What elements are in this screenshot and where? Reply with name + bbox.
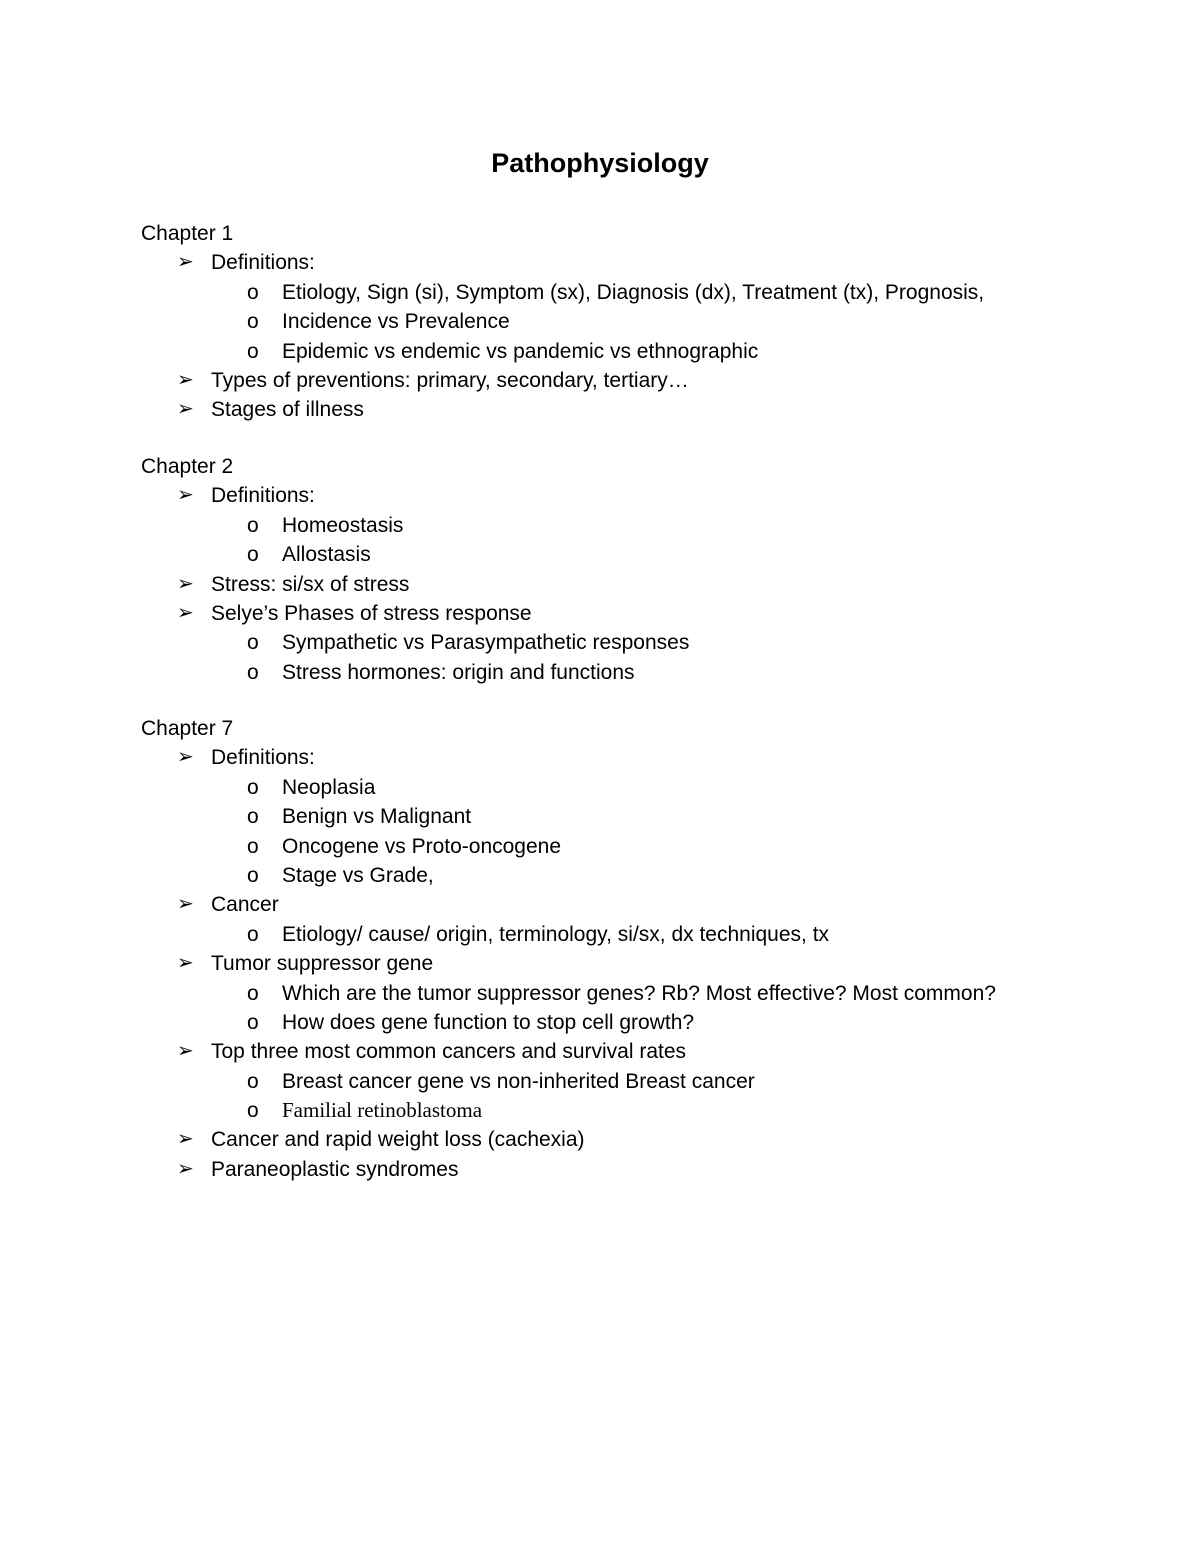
item-text: Etiology, Sign (si), Symptom (sx), Diagnosis (dx), Treatment (tx), Prognosis, xyxy=(282,280,985,304)
item-text: Cancer and rapid weight loss (cachexia) xyxy=(211,1128,585,1152)
circle-bullet-icon: o xyxy=(247,834,259,858)
circle-bullet-icon: o xyxy=(247,339,259,363)
item-text: Etiology/ cause/ origin, terminology, si/sx, dx techniques, tx xyxy=(282,922,830,946)
outline-item xyxy=(141,570,1121,599)
arrowhead-bullet-icon: ➢ xyxy=(177,368,194,391)
outline-item xyxy=(141,481,1121,510)
arrowhead-bullet-icon: ➢ xyxy=(177,1040,194,1063)
circle-bullet-icon: o xyxy=(247,660,259,684)
circle-bullet-icon: o xyxy=(247,922,259,946)
outline-item xyxy=(141,1037,1121,1066)
outline-item xyxy=(141,599,1121,628)
item-text: Sympathetic vs Parasympathetic responses xyxy=(282,631,690,655)
outline-subitem xyxy=(141,832,1121,861)
circle-bullet-icon: o xyxy=(247,310,259,334)
outline-subitem xyxy=(141,658,1121,687)
item-text: Stage vs Grade, xyxy=(282,863,434,887)
item-text: Allostasis xyxy=(282,543,371,567)
item-text: Top three most common cancers and survival rates xyxy=(211,1040,687,1064)
item-text: Definitions: xyxy=(211,746,315,770)
item-text: Familial retinoblastoma xyxy=(282,1098,483,1123)
circle-bullet-icon: o xyxy=(247,1010,259,1034)
outline-subitem xyxy=(141,920,1121,949)
outline-subitem xyxy=(141,773,1121,802)
circle-bullet-icon: o xyxy=(247,631,259,655)
outline-subitem xyxy=(141,278,1121,307)
circle-bullet-icon: o xyxy=(247,513,259,537)
item-text: Which are the tumor suppressor genes? Rb? Most effective? Most common? xyxy=(282,981,996,1005)
item-text: Oncogene vs Proto-oncogene xyxy=(282,834,562,858)
arrowhead-bullet-icon: ➢ xyxy=(177,952,194,975)
arrowhead-bullet-icon: ➢ xyxy=(177,1128,194,1151)
circle-bullet-icon: o xyxy=(247,280,259,304)
outline-item xyxy=(141,949,1121,978)
circle-bullet-icon: o xyxy=(247,1069,259,1093)
outline-item xyxy=(141,890,1121,919)
circle-bullet-icon: o xyxy=(247,805,259,829)
outline-subitem xyxy=(141,802,1121,831)
item-text: Neoplasia xyxy=(282,775,376,799)
chapter-section xyxy=(141,219,1121,425)
item-text: Definitions: xyxy=(211,484,315,508)
outline-item xyxy=(141,248,1121,277)
arrowhead-bullet-icon: ➢ xyxy=(177,893,194,916)
outline-item xyxy=(141,366,1121,395)
circle-bullet-icon: o xyxy=(247,1099,259,1123)
outline-item xyxy=(141,743,1121,772)
outline-subitem xyxy=(141,307,1121,336)
circle-bullet-icon: o xyxy=(247,981,259,1005)
item-text: Stress hormones: origin and functions xyxy=(282,660,635,684)
outline-subitem xyxy=(141,511,1121,540)
arrowhead-bullet-icon: ➢ xyxy=(177,601,194,624)
item-text: Stress: si/sx of stress xyxy=(211,572,410,596)
outline-item xyxy=(141,1155,1121,1184)
arrowhead-bullet-icon: ➢ xyxy=(177,746,194,769)
circle-bullet-icon: o xyxy=(247,775,259,799)
item-text: Selye’s Phases of stress response xyxy=(211,601,532,625)
arrowhead-bullet-icon: ➢ xyxy=(177,1157,194,1180)
chapter-heading: Chapter 7 xyxy=(141,717,234,740)
chapter-heading: Chapter 1 xyxy=(141,222,234,245)
item-text: Homeostasis xyxy=(282,513,404,537)
page-title: Pathophysiology xyxy=(491,148,709,178)
chapter-section xyxy=(141,452,1121,687)
item-text: Definitions: xyxy=(211,251,315,275)
arrowhead-bullet-icon: ➢ xyxy=(177,398,194,421)
arrowhead-bullet-icon: ➢ xyxy=(177,572,194,595)
outline-subitem xyxy=(141,628,1121,657)
chapter-section xyxy=(141,714,1121,1184)
circle-bullet-icon: o xyxy=(247,863,259,887)
chapter-heading: Chapter 2 xyxy=(141,455,234,478)
item-text: Cancer xyxy=(211,893,279,917)
outline-item xyxy=(141,395,1121,424)
outline-subitem xyxy=(141,1067,1121,1096)
item-text: Types of preventions: primary, secondary, tertiary… xyxy=(211,368,689,392)
outline-item xyxy=(141,1125,1121,1154)
item-text: Paraneoplastic syndromes xyxy=(211,1157,459,1181)
outline-subitem xyxy=(141,1008,1121,1037)
outline-subitem xyxy=(141,861,1121,890)
outline-subitem xyxy=(141,337,1121,366)
outline-subitem xyxy=(141,979,1121,1008)
outline-subitem xyxy=(141,540,1121,569)
item-text: Stages of illness xyxy=(211,398,364,422)
item-text: Breast cancer gene vs non-inherited Breast cancer xyxy=(282,1069,755,1093)
item-text: Incidence vs Prevalence xyxy=(282,310,510,334)
arrowhead-bullet-icon: ➢ xyxy=(177,484,194,507)
outline-subitem xyxy=(141,1096,1121,1125)
arrowhead-bullet-icon: ➢ xyxy=(177,251,194,274)
item-text: Tumor suppressor gene xyxy=(211,952,434,976)
circle-bullet-icon: o xyxy=(247,543,259,567)
item-text: Benign vs Malignant xyxy=(282,805,472,829)
item-text: Epidemic vs endemic vs pandemic vs ethnographic xyxy=(282,339,759,363)
item-text: How does gene function to stop cell growth? xyxy=(282,1010,695,1034)
